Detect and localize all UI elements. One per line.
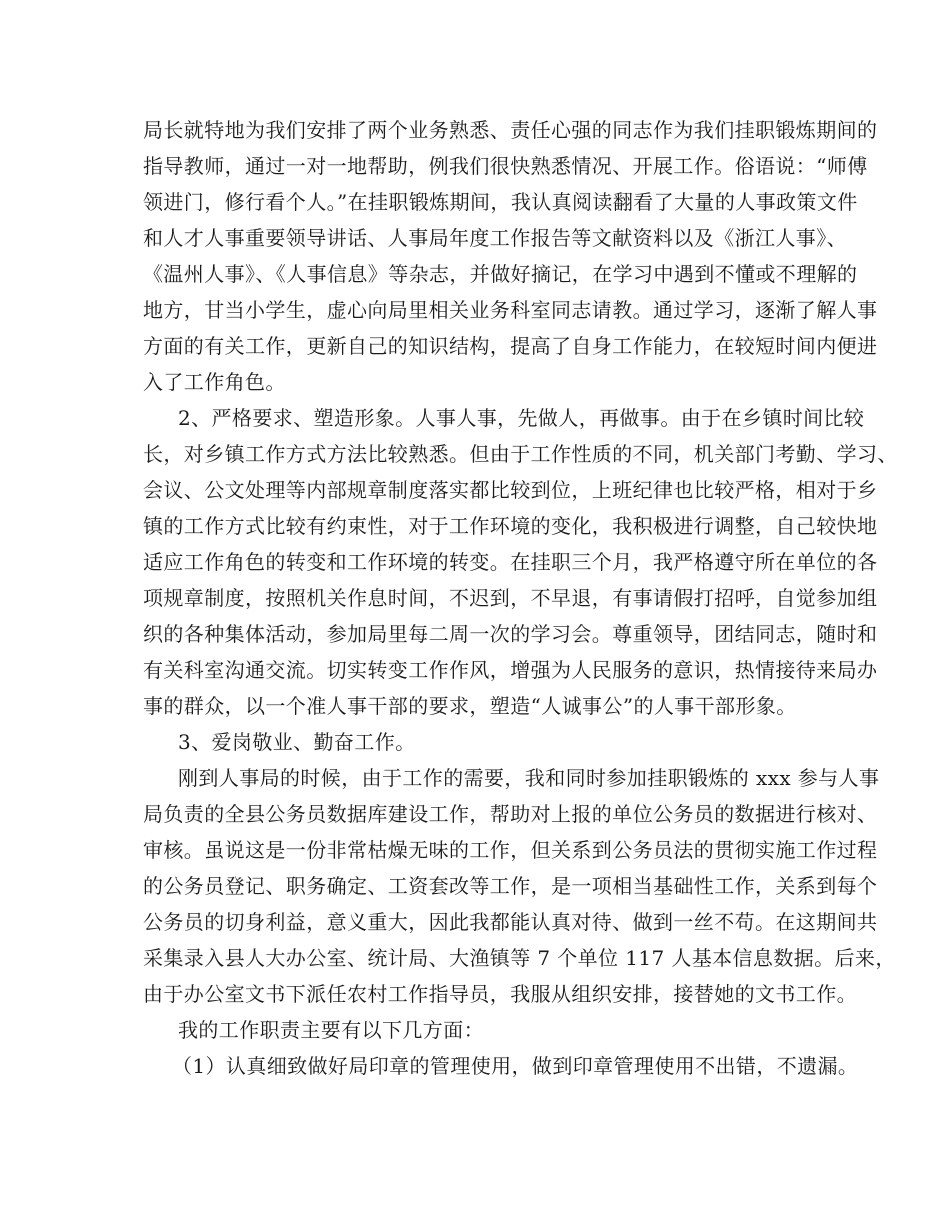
list-item-line: （1）认真细致做好局印章的管理使用，做到印章管理使用不出错，不遗漏。: [172, 1054, 859, 1078]
text-line: 局负责的全县公务员数据库建设工作，帮助对上报的单位公务员的数据进行核对、: [143, 802, 878, 826]
section-heading-line: 3、爱岗敬业、勤奋工作。: [178, 730, 416, 754]
text-line: 领进门，修行看个人。”在挂职锻炼期间，我认真阅读翻看了大量的人事政策文件: [143, 190, 858, 214]
text-line: 织的各种集体活动，参加局里每二周一次的学习会。尊重领导，团结同志，随时和: [143, 622, 878, 646]
text-line: 地方，甘当小学生，虚心向局里相关业务科室同志请教。通过学习，逐渐了解人事: [143, 298, 878, 322]
text-line: 局长就特地为我们安排了两个业务熟悉、责任心强的同志作为我们挂职锻炼期间的: [143, 118, 878, 142]
text-line: 方面的有关工作，更新自己的知识结构，提高了自身工作能力，在较短时间内便进: [143, 334, 878, 358]
text-line: 长，对乡镇工作方式方法比较熟悉。但由于工作性质的不同，机关部门考勤、学习、: [143, 442, 898, 466]
text-line: 项规章制度，按照机关作息时间，不迟到，不早退，有事请假打招呼，自觉参加组: [143, 586, 878, 610]
paragraph-start-line: 刚到人事局的时候，由于工作的需要，我和同时参加挂职锻炼的 xxx 参与人事: [178, 766, 880, 790]
text-line: 公务员的切身利益，意义重大，因此我都能认真对待、做到一丝不苟。在这期间共: [143, 910, 878, 934]
paragraph-start-line: 2、严格要求、塑造形象。人事人事，先做人，再做事。由于在乡镇时间比较: [178, 406, 865, 430]
text-line: 事的群众，以一个准人事干部的要求，塑造“人诚事公”的人事干部形象。: [143, 694, 797, 718]
text-line: 审核。虽说这是一份非常枯燥无味的工作，但关系到公务员法的贯彻实施工作过程: [143, 838, 878, 862]
text-line: 适应工作角色的转变和工作环境的转变。在挂职三个月，我严格遵守所在单位的各: [143, 550, 878, 574]
text-line: 入了工作角色。: [143, 370, 286, 394]
text-line: 的公务员登记、职务确定、工资套改等工作，是一项相当基础性工作，关系到每个: [143, 874, 878, 898]
text-line: 指导教师，通过一对一地帮助，例我们很快熟悉情况、开展工作。俗语说：“师傅: [143, 154, 868, 178]
text-line: 由于办公室文书下派任农村工作指导员，我服从组织安排，接替她的文书工作。: [143, 982, 857, 1006]
text-line: 有关科室沟通交流。切实转变工作作风，增强为人民服务的意识，热情接待来局办: [143, 658, 878, 682]
text-line: 镇的工作方式比较有约束性，对于工作环境的变化，我积极进行调整，自己较快地: [143, 514, 878, 538]
text-line: 《温州人事》、《人事信息》等杂志，并做好摘记，在学习中遇到不懂或不理解的: [143, 262, 858, 286]
text-line: 和人才人事重要领导讲话、人事局年度工作报告等文献资料以及《浙江人事》、: [143, 226, 847, 250]
text-line: 会议、公文处理等内部规章制度落实都比较到位，上班纪律也比较严格，相对于乡: [143, 478, 878, 502]
text-line: 采集录入县人大办公室、统计局、大渔镇等 7 个单位 117 人基本信息数据。后来，: [143, 946, 896, 970]
paragraph-start-line: 我的工作职责主要有以下几方面：: [178, 1018, 484, 1042]
